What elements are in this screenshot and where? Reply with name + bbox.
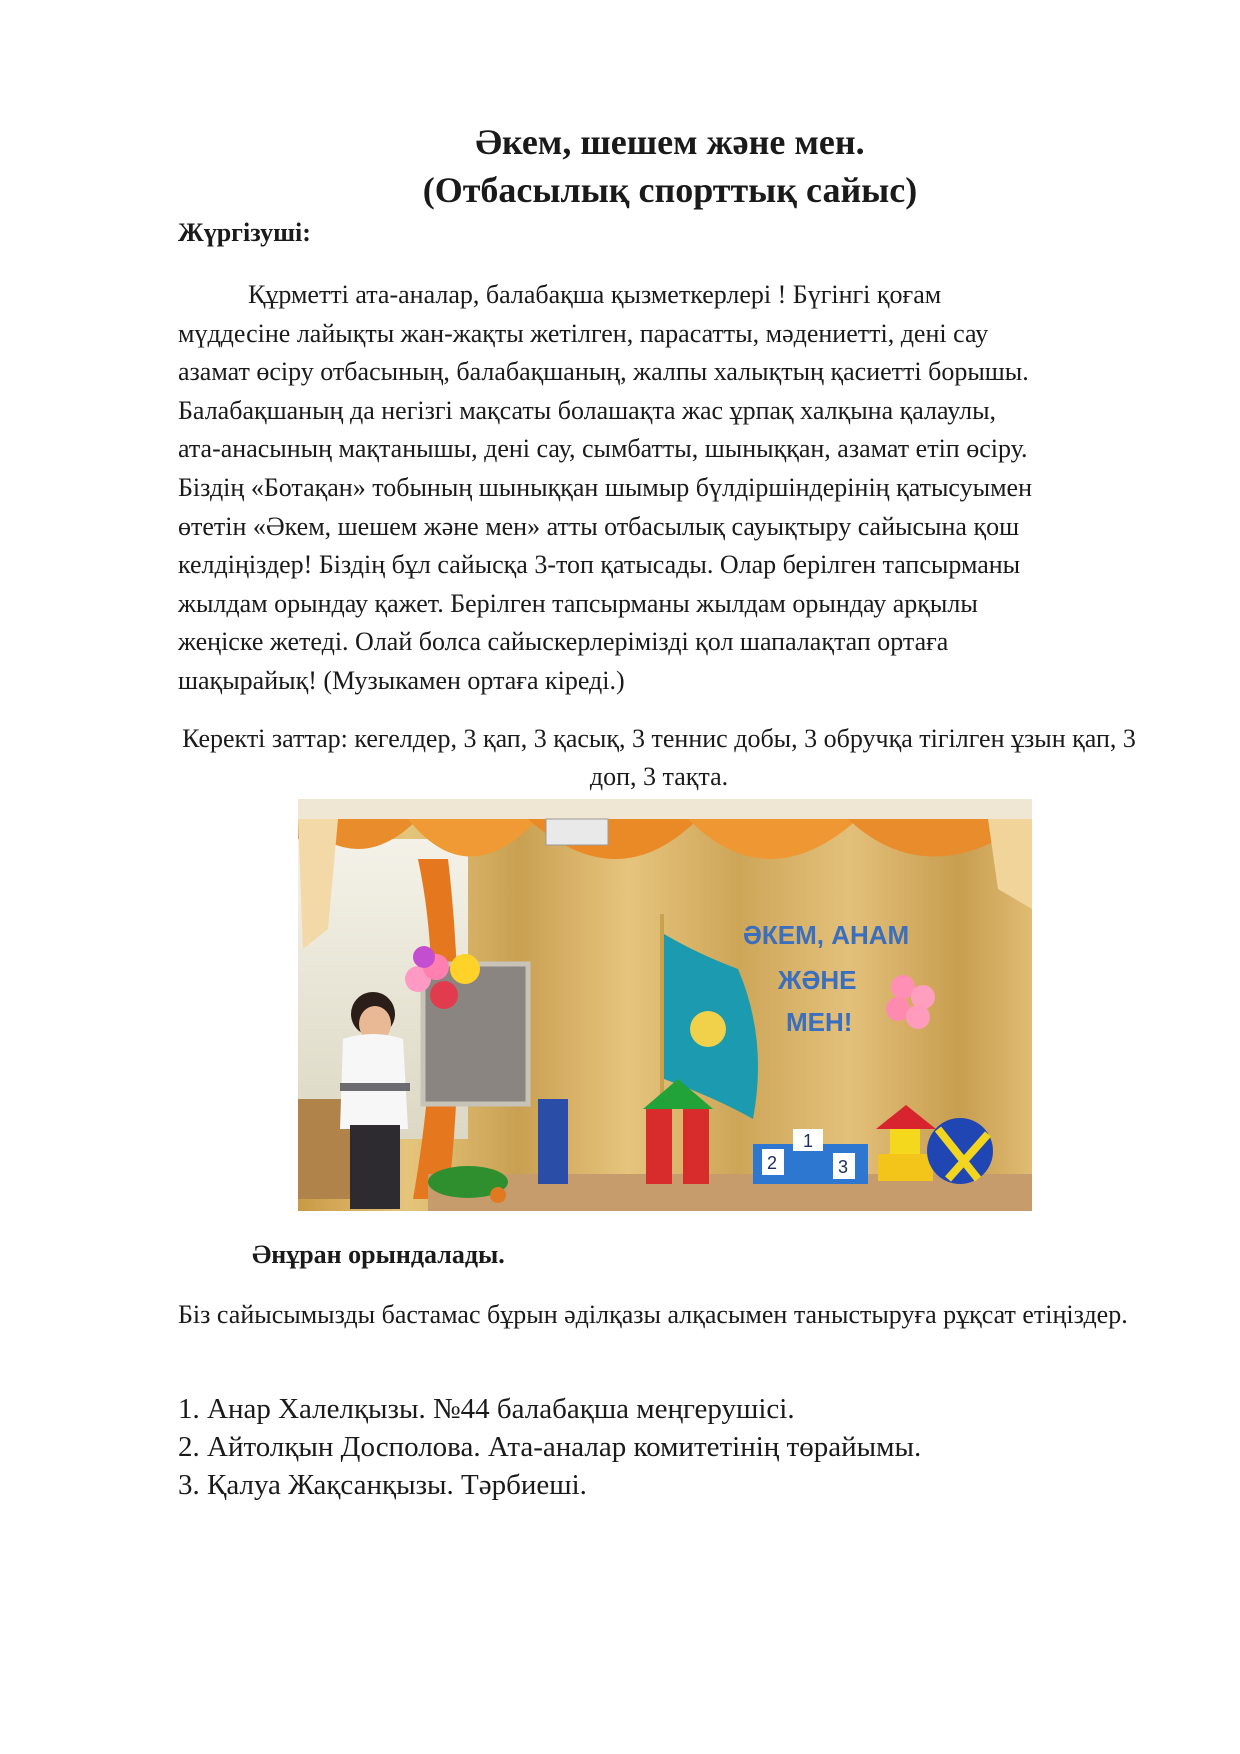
paragraph-line: Біздің «Ботақан» тобының шыныққан шымыр бүлдіршіндерінің қатысуымен: [178, 472, 1032, 502]
paragraph-line: шақырайық! (Музыкамен ортаға кіреді.): [178, 665, 625, 695]
paragraph-line: ата-анасының мақтанышы, дені сау, сымбатты, шыныққан, азамат етіп өсіру.: [178, 434, 1028, 464]
jury-intro: Біз сайысымызды бастамас бұрын әділқазы алқасымен таныстыруға рұқсат етіңіздер.: [178, 1300, 1128, 1329]
svg-text:3: 3: [838, 1157, 849, 1177]
paragraph-line: өтетін «Әкем, шешем және мен» атты отбасылық сауықтыру сайысына қош: [178, 511, 1020, 541]
paragraph-line: жеңіске жетеді. Олай болса сайыскерлерімізді қол шапалақтап ортаға: [178, 627, 949, 657]
paragraph-line: жылдам орындау қажет. Берілген тапсырманы жылдам орындау арқылы: [178, 588, 978, 618]
paragraph-line: Балабақшаның да негізгі мақсаты болашақта жас ұрпақ халқына қалаулы,: [178, 395, 997, 425]
wall-text: ЖӘНЕ: [778, 965, 857, 995]
svg-text:2: 2: [767, 1153, 778, 1173]
list-item: 3. Қалуа Жақсанқызы. Тәрбиеші.: [178, 1469, 587, 1501]
list-item: 2. Айтолқын Досполова. Ата-аналар комитетінің төрайымы.: [178, 1431, 922, 1463]
paragraph-line: азамат өсіру отбасының, балабақшаның, жалпы халықтың қасиетті борышы.: [178, 357, 1029, 387]
wall-text: ӘКЕМ, АНАМ: [743, 920, 910, 950]
page-title: Әкем, шешем және мен.: [475, 122, 865, 162]
event-photo: [298, 799, 1032, 1211]
page-subtitle: (Отбасылық спорттық сайыс): [422, 170, 918, 210]
projector: [546, 819, 608, 845]
anthem-heading: Әнұран орындалады.: [252, 1240, 505, 1269]
intro-paragraph: [178, 276, 1140, 701]
wall-text: МЕН!: [786, 1007, 853, 1037]
svg-text:1: 1: [803, 1131, 814, 1151]
paragraph-line: мүддесіне лайықты жан-жақты жетілген, парасатты, мәдениетті, дені сау: [178, 318, 989, 348]
jury-list: [178, 1390, 921, 1504]
needed-items: Керекті заттар: кегелдер, 3 қап, 3 қасық, 3 теннис добы, 3 обручқа тігілген ұзын қап, 3 доп, 3 тақта.: [182, 724, 1136, 791]
host-label: Жүргізуші:: [178, 218, 311, 247]
list-item: 1. Анар Халелқызы. №44 балабақша меңгерушісі.: [178, 1393, 795, 1425]
paragraph-line: Құрметті ата-аналар, балабақша қызметкерлері ! Бүгінгі қоғам: [248, 280, 942, 309]
woman-figure: [340, 1034, 408, 1129]
paragraph-line: келдіңіздер! Біздің бұл сайысқа 3-топ қатысады. Олар берілген тапсырманы: [178, 550, 1021, 580]
